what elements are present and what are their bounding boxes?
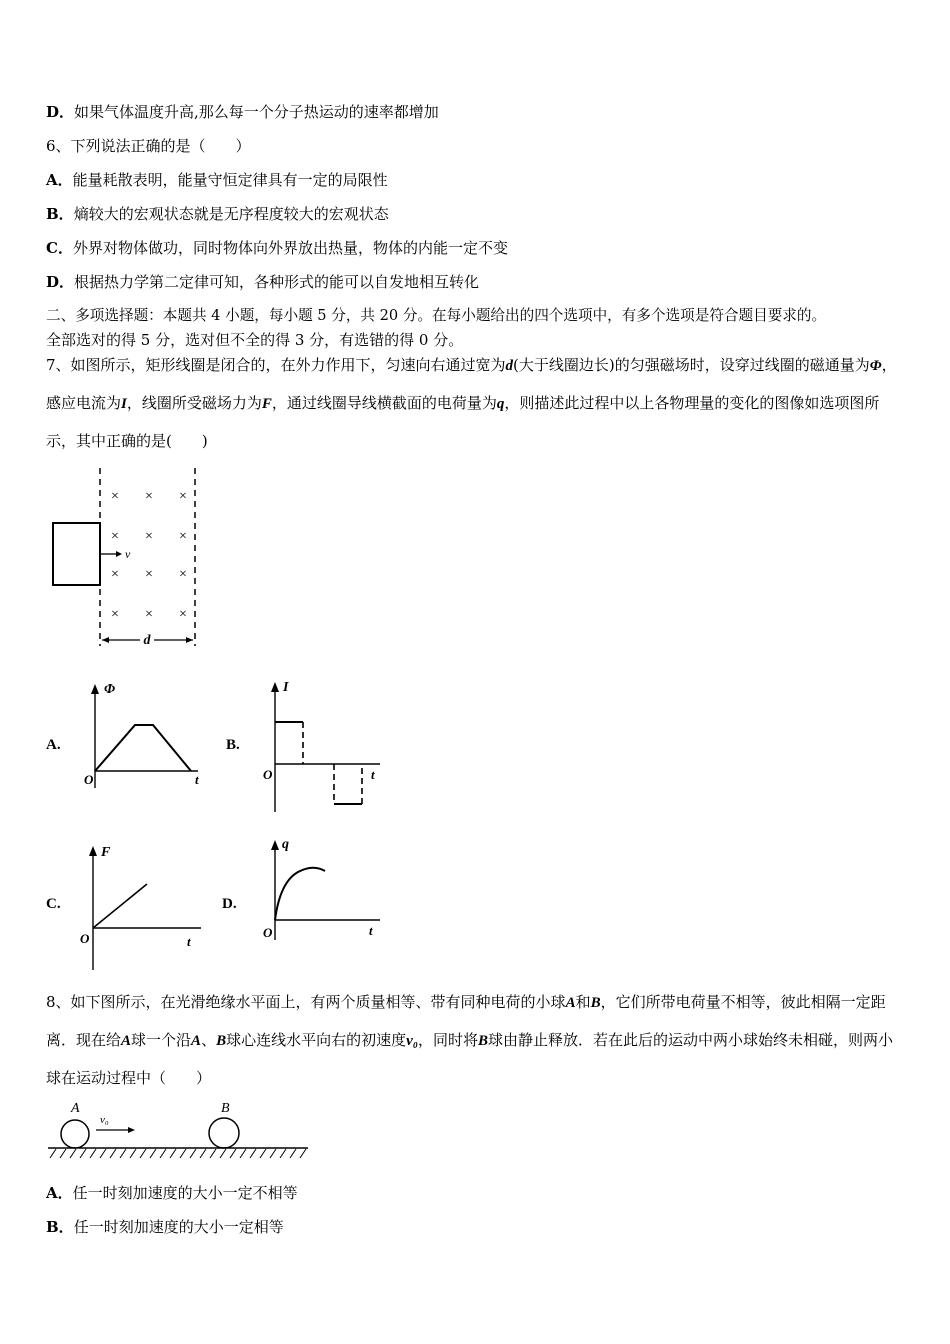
q8-balls-figure	[46, 1096, 316, 1162]
q7-text-4: ，线圈所受磁场力为	[126, 394, 262, 412]
option-letter: C．	[46, 239, 73, 257]
option-letter: D．	[46, 273, 75, 291]
x-axis-label: t	[187, 934, 191, 949]
graph-a-label: A.	[46, 737, 61, 753]
y-axis-label: I	[283, 680, 289, 695]
q8-var-b: B	[478, 1033, 489, 1049]
option-letter: A．	[46, 1184, 73, 1202]
velocity-arrow-head	[116, 551, 122, 557]
q7-text-2: (大于线圈边长)的匀强磁场时，设穿过线圈的磁通量为	[513, 356, 870, 374]
field-cross: ×	[111, 607, 119, 622]
q8-option-a	[46, 1183, 298, 1203]
option-text: 任一时刻加速度的大小一定不相等	[72, 1184, 298, 1202]
flux-curve	[95, 725, 191, 771]
field-cross: ×	[179, 529, 187, 544]
field-marks	[111, 489, 187, 622]
field-cross: ×	[179, 567, 187, 582]
graph-c-label: C.	[46, 896, 61, 912]
q8-var-b: B	[590, 995, 601, 1011]
q7-text-1: 7、如图所示，矩形线圈是闭合的，在外力作用下，匀速向右通过宽为	[46, 356, 506, 374]
q8-var-b: B	[216, 1033, 227, 1049]
graph-a-phi-t	[78, 678, 208, 798]
q6-option-b	[46, 204, 389, 224]
q6-stem: 6、下列说法正确的是（ ）	[46, 137, 251, 155]
q7-text-5: ，通过线圈导线横截面的电荷量为	[271, 394, 497, 412]
force-line	[93, 884, 147, 928]
width-label: d	[143, 633, 151, 648]
graph-d-q-t	[258, 834, 388, 944]
option-text: 熵较大的宏观状态就是无序程度较大的宏观状态	[73, 205, 389, 223]
field-cross: ×	[145, 489, 153, 504]
q7-text-3: ，感应电流为	[46, 356, 897, 412]
dimension-arrow-right	[186, 637, 193, 643]
q7-var-q: q	[496, 396, 505, 412]
initial-velocity-arrow-head	[128, 1127, 135, 1133]
option-letter: B．	[46, 205, 74, 223]
y-axis-label: Φ	[104, 682, 116, 697]
y-axis-label: q	[282, 837, 289, 852]
q8-var-v0: v₀	[406, 1033, 418, 1049]
q8-text-4: 球一个沿	[131, 1031, 192, 1049]
field-cross: ×	[179, 489, 187, 504]
q6-option-c	[46, 238, 508, 258]
q7-text-6: ，则描述此过程中以上各物理量的变化的图像如选项图所示，其中正确的是( )	[46, 394, 880, 450]
q8-var-a: A	[565, 995, 576, 1011]
q8-var-a: A	[121, 1033, 132, 1049]
q6-option-a	[46, 170, 388, 190]
q8-text-3: ，它们所带电荷量不相等，彼此相隔一定距离．现在给	[46, 993, 886, 1049]
ball-b	[209, 1118, 239, 1148]
q8-stem	[46, 984, 908, 1097]
q7-var-i: I	[121, 396, 127, 412]
option-text: 根据热力学第二定律可知，各种形式的能可以自发地相互转化	[74, 273, 480, 291]
y-axis-arrow	[89, 846, 97, 856]
graph-b-label: B.	[226, 737, 240, 753]
x-axis-label: t	[369, 923, 373, 938]
option-text: 如果气体温度升高,那么每一个分子热运动的速率都增加	[74, 103, 439, 121]
y-axis-arrow	[271, 682, 279, 692]
option-letter: B．	[46, 1218, 74, 1236]
q5-option-d	[46, 102, 439, 122]
q8-text-1: 8、如下图所示，在光滑绝缘水平面上，有两个质量相等、带有同种电荷的小球	[46, 993, 566, 1011]
q7-field-figure	[46, 462, 206, 652]
field-cross: ×	[145, 607, 153, 622]
q8-text-5: 、	[201, 1031, 217, 1049]
field-cross: ×	[179, 607, 187, 622]
ball-a	[61, 1120, 89, 1148]
initial-velocity-label: v₀	[100, 1114, 109, 1126]
origin-label: O	[84, 772, 94, 787]
option-letter: A．	[46, 171, 73, 189]
section2-line2: 全部选对的得 5 分，选对但不全的得 3 分，有选错的得 0 分。	[46, 331, 464, 349]
q7-var-f: F	[261, 396, 272, 412]
graph-d-label: D.	[222, 896, 237, 912]
q8-option-b	[46, 1217, 284, 1237]
origin-label: O	[263, 925, 273, 940]
q8-text-8: 球由静止释放．若在此后的运动中两小球始终未相碰，则两小球在运动过程中（ ）	[46, 1031, 894, 1087]
ball-b-label: B	[221, 1101, 230, 1116]
x-axis-label: t	[195, 772, 199, 787]
ball-a-label: A	[71, 1101, 80, 1116]
q8-text-6: 球心连线水平向右的初速度	[226, 1031, 407, 1049]
x-axis-label: t	[371, 767, 375, 782]
field-cross: ×	[111, 529, 119, 544]
y-axis-arrow	[91, 684, 99, 694]
section2-line1: 二、多项选择题：本题共 4 小题，每小题 5 分，共 20 分。在每小题给出的四个选项中，有多个选项是符合题目要求的。	[46, 307, 827, 324]
option-text: 任一时刻加速度的大小一定相等	[73, 1218, 284, 1236]
q6-option-d	[46, 272, 479, 292]
option-text: 能量耗散表明，能量守恒定律具有一定的局限性	[72, 171, 388, 189]
field-cross: ×	[111, 567, 119, 582]
graph-b-i-t	[258, 676, 388, 816]
q7-var-phi: Φ	[869, 358, 882, 374]
dimension-arrow-left	[102, 637, 109, 643]
origin-label: O	[80, 931, 90, 946]
y-axis-arrow	[271, 840, 279, 850]
q8-text-2: 和	[575, 993, 591, 1011]
velocity-label: v	[125, 547, 131, 561]
field-cross: ×	[145, 529, 153, 544]
field-cross: ×	[145, 567, 153, 582]
y-axis-label: F	[101, 845, 111, 860]
q8-var-a: A	[191, 1033, 202, 1049]
option-text: 外界对物体做功，同时物体向外界放出热量，物体的内能一定不变	[72, 239, 508, 257]
charge-curve	[275, 868, 325, 920]
option-letter: D．	[46, 103, 75, 121]
q7-stem	[46, 347, 908, 460]
surface-hatching	[50, 1149, 306, 1158]
q7-var-d: d	[505, 358, 514, 374]
q8-text-7: ，同时将	[418, 1031, 479, 1049]
field-cross: ×	[111, 489, 119, 504]
graph-c-f-t	[77, 840, 207, 972]
rectangular-coil	[53, 523, 100, 585]
origin-label: O	[263, 767, 273, 782]
